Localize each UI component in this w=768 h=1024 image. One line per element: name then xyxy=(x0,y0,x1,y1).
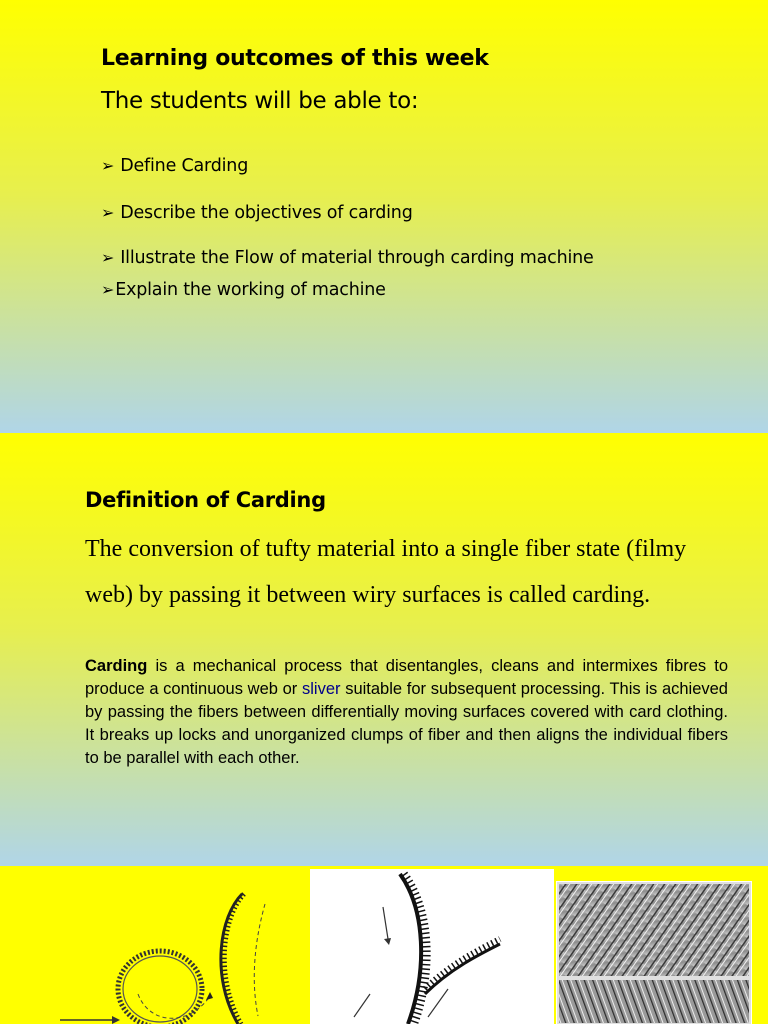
description-paragraph xyxy=(85,655,728,770)
slide-learning-outcomes xyxy=(0,0,768,433)
wire-texture-top xyxy=(558,883,750,977)
sliver-link[interactable]: sliver xyxy=(302,680,341,698)
list-item xyxy=(101,203,413,223)
arrow-head-icon xyxy=(206,992,213,1000)
flow-arrow xyxy=(354,994,370,1017)
bullet-text: Describe the objectives of carding xyxy=(120,203,413,223)
keyword-carding: Carding xyxy=(85,657,148,675)
carding-cylinder-diagram xyxy=(60,876,300,1024)
slide-carding-diagrams xyxy=(0,866,768,1024)
card-clothing-photo xyxy=(556,881,752,1024)
definition-text: The conversion of tufty material into a single fiber state (filmy web) by passing it between wiry surfaces is called carding. xyxy=(85,536,687,608)
card-clothing-teeth-svg xyxy=(310,869,554,1024)
bullet-text: Explain the working of machine xyxy=(115,280,386,300)
list-item xyxy=(101,280,386,300)
slide-title: Learning outcomes of this week xyxy=(101,46,489,71)
arrow-bullet-icon: ➢ xyxy=(101,203,115,222)
card-clothing-teeth-diagram xyxy=(310,869,554,1024)
slide-subtitle: The students will be able to: xyxy=(101,88,419,114)
arrow-bullet-icon: ➢ xyxy=(101,156,115,175)
list-item xyxy=(101,248,594,268)
toothed-band-upper xyxy=(400,874,421,1024)
flow-arrow xyxy=(428,989,448,1017)
slide-title: Definition of Carding xyxy=(85,488,326,512)
arrow-bullet-icon: ➢ xyxy=(101,248,115,267)
flow-arrow xyxy=(254,904,265,1016)
bullet-text: Define Carding xyxy=(120,156,249,176)
wire-texture-bottom xyxy=(558,979,750,1024)
flow-arrow xyxy=(383,907,388,939)
arrow-head-icon xyxy=(112,1016,120,1024)
bullet-text: Illustrate the Flow of material through carding machine xyxy=(120,248,594,268)
arrow-bullet-icon: ➢ xyxy=(101,280,115,299)
cylinder-inner-ring xyxy=(123,956,197,1022)
cylinder-ring xyxy=(118,951,202,1024)
slide-definition xyxy=(0,433,768,866)
paragraph-text: suitable for subsequent processing. This is achieved by passing the fibers between differentially moving surfaces covered with card clothing. It breaks up locks and unorganized clumps of fiber and then aligns the individual fibers to be parallel with each other. xyxy=(85,680,728,767)
list-item xyxy=(101,156,248,176)
paragraph-text: is a mechanical process that disentangles, cleans and intermixes fibres to produce a continuous web or xyxy=(85,657,728,698)
arrow-head-icon xyxy=(384,938,391,945)
toothed-band-lower xyxy=(425,944,500,994)
card-clothing-photo-svg xyxy=(556,881,752,1024)
carding-cylinder-svg xyxy=(60,876,300,1024)
